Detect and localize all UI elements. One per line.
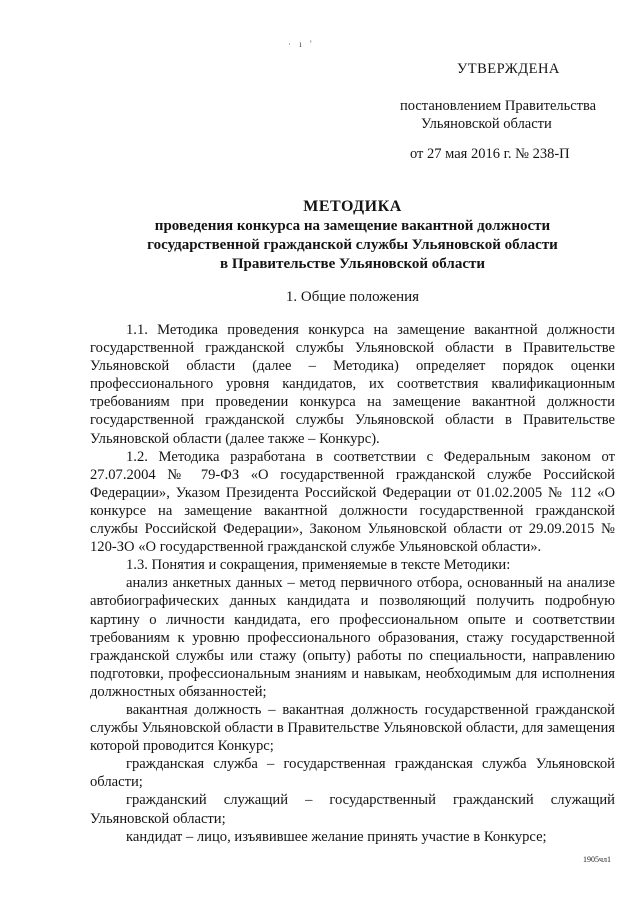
- paragraph-1-2: 1.2. Методика разработана в соответствии с Федеральным законом от 27.07.2004 № 79-ФЗ «О государственной гражданской службе Российской Федерации», Указом Президента Российской Федерации от 01.02.2005 № 112 «О конкурсе на замещение вакантной должности государственной гражданской службы Российской Федерации», Законом Ульяновской области от 29.09.2015 № 120-ЗО «О государственной гражданской службе Ульяновской области».: [90, 448, 615, 556]
- footer-code: 1905чл1: [583, 855, 612, 864]
- approval-line-2: Ульяновской области: [421, 116, 552, 132]
- scan-artifact: · ı ': [288, 39, 315, 49]
- definition-item: вакантная должность – вакантная должность государственной гражданской службы Ульяновской области в Правительстве Ульяновской области, для замещения которой проводится Конкурс;: [90, 701, 616, 755]
- definition-item: анализ анкетных данных – метод первичного отбора, основанный на анализе автобиографических данных кандидата и позволяющий получить подробную картину о личности кандидата, его профессиональном опыте и соответствии требованиям к уровню профессионального образования, стажу государственной гражданской службы или стажу (опыту) работы по специальности, направлению подготовки, профессиональным знаниям и навыкам, необходимым для исполнения должностных обязанностей;: [90, 575, 615, 700]
- approval-title: УТВЕРЖДЕНА: [457, 61, 560, 77]
- section-heading: 1. Общие положения: [285, 289, 420, 305]
- approval-line-1: постановлением Правительства: [400, 98, 597, 114]
- paragraph-1-1: 1.1. Методика проведения конкурса на замещение вакантной должности государственной гражданской службы Ульяновской области в Правительстве Ульяновской области (далее – Методика) определяет порядок оценки профессионального уровня кандидатов, их соответствия квалификационным требованиям при проведении конкурса на замещение вакантной должности государственной гражданской службы Ульяновской области в Правительстве Ульяновской области (далее также – Конкурс).: [90, 322, 615, 447]
- paragraph-1-3: 1.3. Понятия и сокращения, применяемые в тексте Методики:: [126, 557, 511, 574]
- approval-block: [400, 60, 615, 163]
- title-line-1: проведения конкурса на замещение вакантной должности: [154, 218, 551, 234]
- definition-item: гражданский служащий – государственный гражданский служащий Ульяновской области;: [90, 792, 615, 827]
- document-title: [90, 197, 615, 274]
- definition-item: кандидат – лицо, изъявившее желание принять участие в Конкурсе;: [126, 828, 547, 845]
- approval-line-3: от 27 мая 2016 г. № 238-П: [410, 146, 570, 162]
- body-text: [90, 321, 615, 846]
- title-main: МЕТОДИКА: [303, 198, 402, 215]
- title-line-2: государственной гражданской службы Ульяновской области: [147, 237, 558, 253]
- definition-item: гражданская служба – государственная гражданская служба Ульяновской области;: [90, 756, 615, 791]
- title-line-3: в Правительстве Ульяновской области: [219, 256, 486, 272]
